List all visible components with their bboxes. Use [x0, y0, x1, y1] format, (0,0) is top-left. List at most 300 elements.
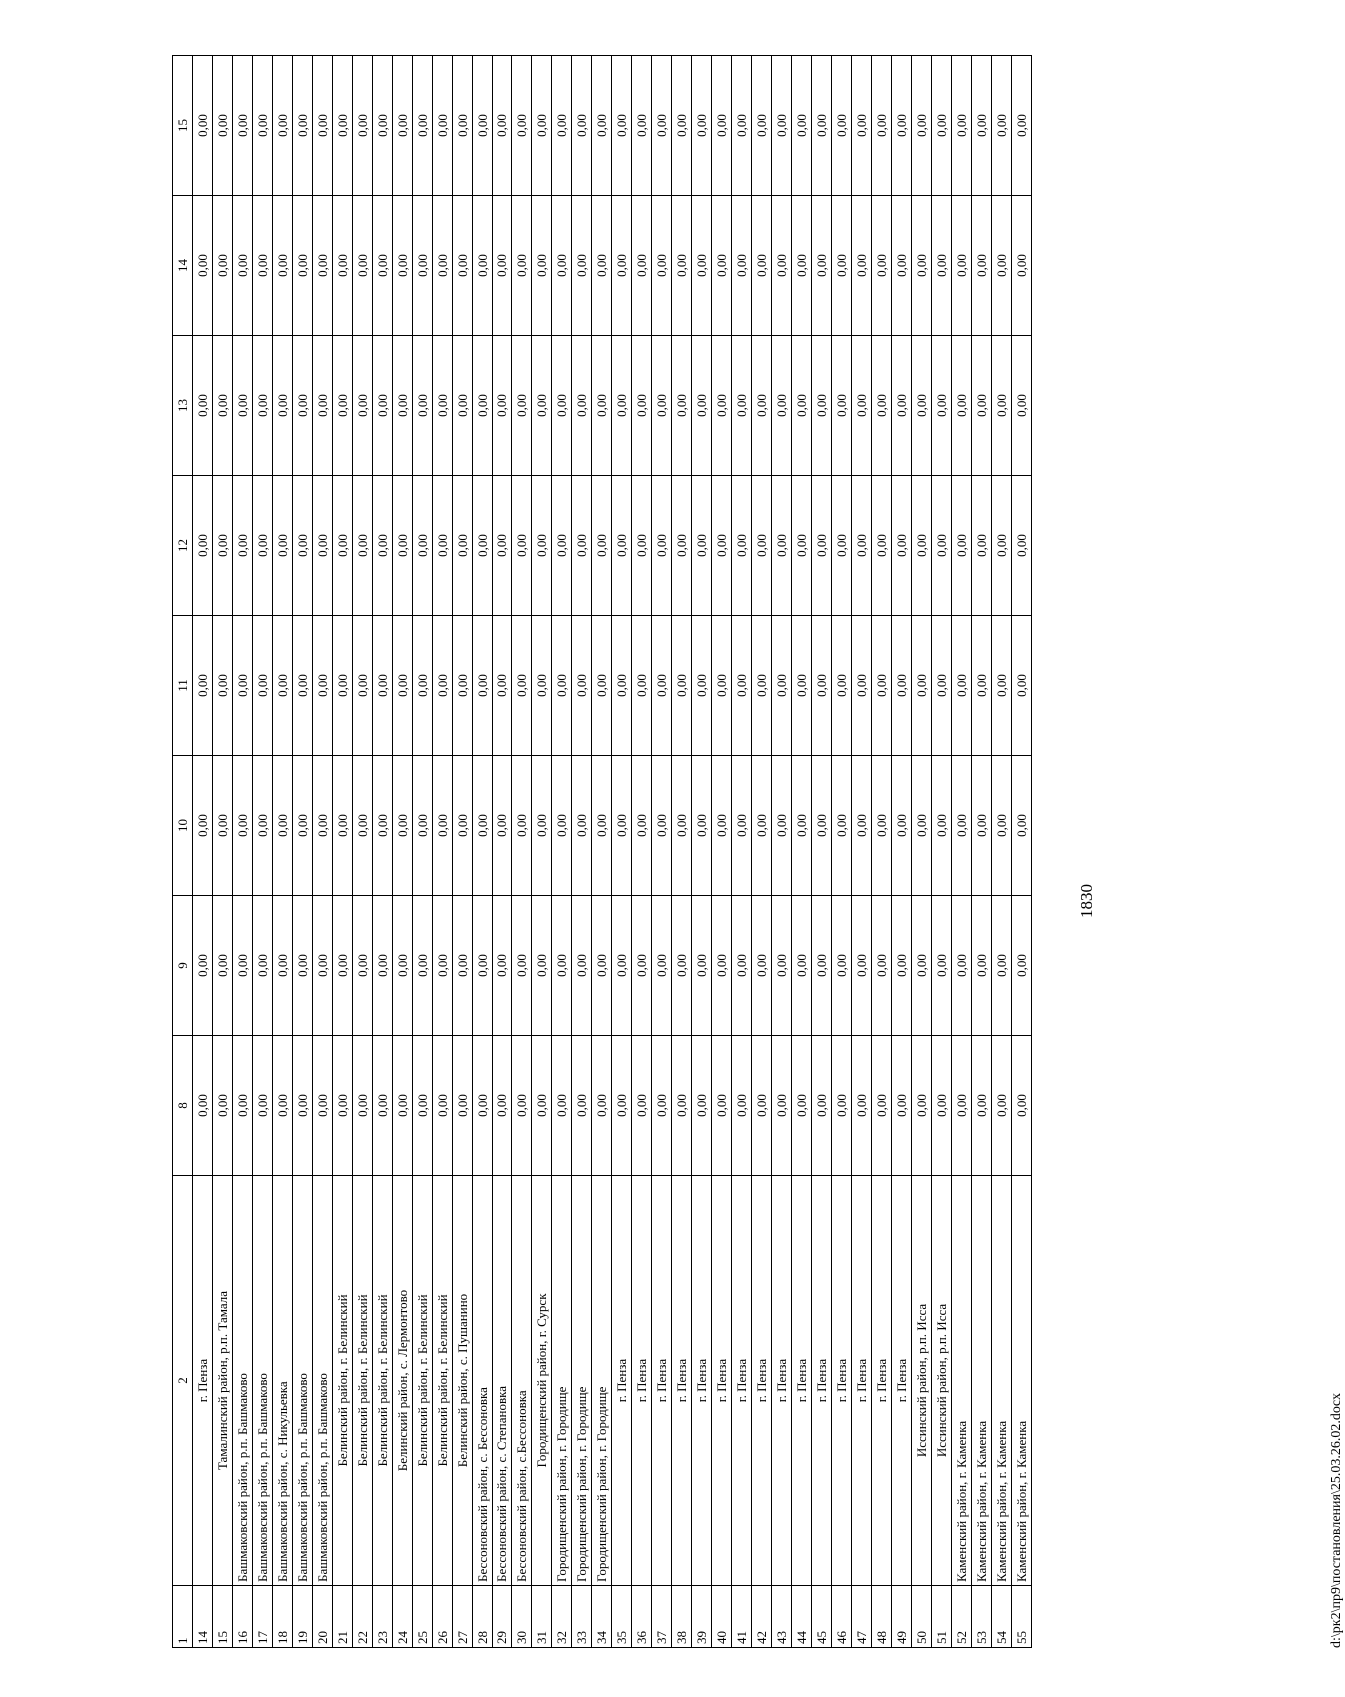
table-row [452, 56, 472, 1648]
value-cell: 0,00 [512, 756, 532, 896]
table-row [472, 56, 492, 1648]
row-location: г. Пенза [772, 1176, 792, 1586]
value-cell: 0,00 [971, 196, 991, 336]
row-location: Бессоновский район, с. Степановка [492, 1176, 512, 1586]
value-cell: 0,00 [991, 196, 1011, 336]
value-cell: 0,00 [752, 896, 772, 1036]
value-cell: 0,00 [432, 1036, 452, 1176]
value-cell: 0,00 [412, 196, 432, 336]
value-cell: 0,00 [812, 336, 832, 476]
value-cell: 0,00 [851, 196, 871, 336]
table-row [432, 56, 452, 1648]
value-cell: 0,00 [272, 896, 292, 1036]
value-cell: 0,00 [971, 756, 991, 896]
value-cell: 0,00 [352, 616, 372, 756]
value-cell: 0,00 [232, 336, 252, 476]
table-row [232, 56, 252, 1648]
value-cell: 0,00 [871, 56, 891, 196]
value-cell: 0,00 [432, 476, 452, 616]
value-cell: 0,00 [732, 756, 752, 896]
value-cell: 0,00 [871, 1036, 891, 1176]
value-cell: 0,00 [652, 56, 672, 196]
value-cell: 0,00 [452, 1036, 472, 1176]
row-number: 19 [292, 1586, 312, 1648]
value-cell: 0,00 [592, 56, 612, 196]
value-cell: 0,00 [232, 1036, 252, 1176]
value-cell: 0,00 [312, 56, 332, 196]
value-cell: 0,00 [432, 336, 452, 476]
table-row [732, 56, 752, 1648]
value-cell: 0,00 [891, 56, 911, 196]
value-cell: 0,00 [312, 756, 332, 896]
value-cell: 0,00 [632, 476, 652, 616]
value-cell: 0,00 [592, 896, 612, 1036]
row-number: 55 [1011, 1586, 1031, 1648]
column-header: 10 [173, 756, 193, 896]
value-cell: 0,00 [372, 476, 392, 616]
value-cell: 0,00 [532, 616, 552, 756]
value-cell: 0,00 [252, 196, 272, 336]
value-cell: 0,00 [392, 1036, 412, 1176]
row-number: 53 [971, 1586, 991, 1648]
value-cell: 0,00 [1011, 1036, 1031, 1176]
table-row [512, 56, 532, 1648]
value-cell: 0,00 [252, 336, 272, 476]
value-cell: 0,00 [412, 616, 432, 756]
row-location: г. Пенза [831, 1176, 851, 1586]
value-cell: 0,00 [192, 196, 212, 336]
value-cell: 0,00 [672, 756, 692, 896]
value-cell: 0,00 [652, 196, 672, 336]
value-cell: 0,00 [352, 476, 372, 616]
value-cell: 0,00 [232, 896, 252, 1036]
row-location: г. Пенза [692, 1176, 712, 1586]
value-cell: 0,00 [472, 1036, 492, 1176]
value-cell: 0,00 [452, 196, 472, 336]
table-row [312, 56, 332, 1648]
value-cell: 0,00 [332, 336, 352, 476]
value-cell: 0,00 [752, 476, 772, 616]
value-cell: 0,00 [752, 196, 772, 336]
row-location: Белинский район, г. Белинский [332, 1176, 352, 1586]
row-number: 48 [871, 1586, 891, 1648]
value-cell: 0,00 [212, 616, 232, 756]
value-cell: 0,00 [812, 616, 832, 756]
value-cell: 0,00 [272, 336, 292, 476]
value-cell: 0,00 [891, 756, 911, 896]
value-cell: 0,00 [692, 616, 712, 756]
value-cell: 0,00 [951, 896, 971, 1036]
value-cell: 0,00 [612, 1036, 632, 1176]
value-cell: 0,00 [252, 896, 272, 1036]
row-location: Тамалинский район, р.п. Тамала [212, 1176, 232, 1586]
row-number: 46 [831, 1586, 851, 1648]
value-cell: 0,00 [372, 756, 392, 896]
table-body [173, 56, 1032, 1648]
table-row [332, 56, 352, 1648]
value-cell: 0,00 [412, 476, 432, 616]
value-cell: 0,00 [991, 896, 1011, 1036]
value-cell: 0,00 [831, 336, 851, 476]
value-cell: 0,00 [552, 756, 572, 896]
value-cell: 0,00 [272, 476, 292, 616]
value-cell: 0,00 [831, 756, 851, 896]
value-cell: 0,00 [312, 336, 332, 476]
value-cell: 0,00 [592, 196, 612, 336]
value-cell: 0,00 [212, 56, 232, 196]
row-number: 20 [312, 1586, 332, 1648]
value-cell: 0,00 [292, 756, 312, 896]
value-cell: 0,00 [971, 56, 991, 196]
row-number: 39 [692, 1586, 712, 1648]
value-cell: 0,00 [732, 1036, 752, 1176]
value-cell: 0,00 [732, 196, 752, 336]
table-row [991, 56, 1011, 1648]
value-cell: 0,00 [532, 896, 552, 1036]
row-number: 25 [412, 1586, 432, 1648]
value-cell: 0,00 [1011, 896, 1031, 1036]
value-cell: 0,00 [831, 1036, 851, 1176]
page-number: 1830 [1077, 884, 1096, 918]
value-cell: 0,00 [931, 476, 951, 616]
value-cell: 0,00 [732, 56, 752, 196]
value-cell: 0,00 [951, 756, 971, 896]
value-cell: 0,00 [612, 756, 632, 896]
value-cell: 0,00 [692, 56, 712, 196]
value-cell: 0,00 [692, 476, 712, 616]
table-row [871, 56, 891, 1648]
value-cell: 0,00 [911, 196, 931, 336]
value-cell: 0,00 [871, 896, 891, 1036]
value-cell: 0,00 [372, 616, 392, 756]
value-cell: 0,00 [792, 336, 812, 476]
value-cell: 0,00 [332, 1036, 352, 1176]
footer-file-path: d:\рк2\пр9\постановления\25.03.26.02.docx [1329, 1392, 1344, 1648]
table-row [572, 56, 592, 1648]
value-cell: 0,00 [812, 1036, 832, 1176]
value-cell: 0,00 [412, 896, 432, 1036]
value-cell: 0,00 [292, 196, 312, 336]
row-location: Каменский район, г. Каменка [1011, 1176, 1031, 1586]
row-number: 42 [752, 1586, 772, 1648]
row-number: 14 [192, 1586, 212, 1648]
value-cell: 0,00 [212, 336, 232, 476]
value-cell: 0,00 [931, 56, 951, 196]
value-cell: 0,00 [192, 756, 212, 896]
row-location: Белинский район, г. Белинский [412, 1176, 432, 1586]
value-cell: 0,00 [292, 336, 312, 476]
table-row [772, 56, 792, 1648]
value-cell: 0,00 [572, 1036, 592, 1176]
value-cell: 0,00 [951, 56, 971, 196]
value-cell: 0,00 [552, 196, 572, 336]
value-cell: 0,00 [752, 336, 772, 476]
value-cell: 0,00 [931, 756, 951, 896]
row-number: 35 [612, 1586, 632, 1648]
value-cell: 0,00 [352, 1036, 372, 1176]
value-cell: 0,00 [891, 1036, 911, 1176]
value-cell: 0,00 [792, 1036, 812, 1176]
row-location: г. Пенза [652, 1176, 672, 1586]
row-number: 23 [372, 1586, 392, 1648]
value-cell: 0,00 [532, 56, 552, 196]
value-cell: 0,00 [472, 616, 492, 756]
value-cell: 0,00 [192, 616, 212, 756]
value-cell: 0,00 [812, 196, 832, 336]
column-header: 11 [173, 616, 193, 756]
value-cell: 0,00 [991, 476, 1011, 616]
value-cell: 0,00 [372, 336, 392, 476]
value-cell: 0,00 [392, 896, 412, 1036]
value-cell: 0,00 [871, 756, 891, 896]
value-cell: 0,00 [792, 616, 812, 756]
value-cell: 0,00 [891, 336, 911, 476]
row-location: г. Пенза [851, 1176, 871, 1586]
table-row [931, 56, 951, 1648]
row-number: 43 [772, 1586, 792, 1648]
value-cell: 0,00 [492, 476, 512, 616]
row-number: 40 [712, 1586, 732, 1648]
value-cell: 0,00 [792, 756, 812, 896]
table-row [812, 56, 832, 1648]
value-cell: 0,00 [292, 56, 312, 196]
value-cell: 0,00 [931, 896, 951, 1036]
value-cell: 0,00 [212, 196, 232, 336]
row-number: 24 [392, 1586, 412, 1648]
value-cell: 0,00 [192, 336, 212, 476]
value-cell: 0,00 [472, 476, 492, 616]
value-cell: 0,00 [692, 756, 712, 896]
value-cell: 0,00 [592, 756, 612, 896]
value-cell: 0,00 [612, 896, 632, 1036]
value-cell: 0,00 [931, 196, 951, 336]
value-cell: 0,00 [951, 196, 971, 336]
value-cell: 0,00 [971, 616, 991, 756]
value-cell: 0,00 [472, 196, 492, 336]
row-number: 41 [732, 1586, 752, 1648]
row-location: Иссинский район, р.п. Исса [931, 1176, 951, 1586]
row-location: Белинский район, г. Белинский [352, 1176, 372, 1586]
value-cell: 0,00 [612, 616, 632, 756]
row-number: 51 [931, 1586, 951, 1648]
table-row [592, 56, 612, 1648]
value-cell: 0,00 [572, 896, 592, 1036]
value-cell: 0,00 [851, 56, 871, 196]
value-cell: 0,00 [632, 616, 652, 756]
value-cell: 0,00 [212, 1036, 232, 1176]
value-cell: 0,00 [831, 896, 851, 1036]
value-cell: 0,00 [392, 616, 412, 756]
value-cell: 0,00 [672, 476, 692, 616]
row-number: 52 [951, 1586, 971, 1648]
value-cell: 0,00 [632, 336, 652, 476]
value-cell: 0,00 [971, 1036, 991, 1176]
value-cell: 0,00 [232, 616, 252, 756]
value-cell: 0,00 [831, 196, 851, 336]
value-cell: 0,00 [632, 1036, 652, 1176]
row-number: 30 [512, 1586, 532, 1648]
table-row [492, 56, 512, 1648]
value-cell: 0,00 [772, 196, 792, 336]
value-cell: 0,00 [951, 1036, 971, 1176]
row-location: Белинский район, с. Лермонтово [392, 1176, 412, 1586]
table-row [911, 56, 931, 1648]
value-cell: 0,00 [752, 616, 772, 756]
value-cell: 0,00 [891, 196, 911, 336]
value-cell: 0,00 [871, 476, 891, 616]
value-cell: 0,00 [252, 56, 272, 196]
value-cell: 0,00 [532, 756, 552, 896]
value-cell: 0,00 [652, 336, 672, 476]
value-cell: 0,00 [672, 896, 692, 1036]
value-cell: 0,00 [1011, 756, 1031, 896]
value-cell: 0,00 [612, 56, 632, 196]
value-cell: 0,00 [572, 616, 592, 756]
row-location: Иссинский район, р.п. Исса [911, 1176, 931, 1586]
value-cell: 0,00 [732, 476, 752, 616]
value-cell: 0,00 [772, 896, 792, 1036]
value-cell: 0,00 [452, 336, 472, 476]
row-number: 17 [252, 1586, 272, 1648]
value-cell: 0,00 [212, 756, 232, 896]
value-cell: 0,00 [332, 476, 352, 616]
row-number: 26 [432, 1586, 452, 1648]
value-cell: 0,00 [472, 896, 492, 1036]
value-cell: 0,00 [412, 756, 432, 896]
value-cell: 0,00 [532, 336, 552, 476]
column-header: 1 [173, 1586, 193, 1648]
table-row [412, 56, 432, 1648]
value-cell: 0,00 [512, 896, 532, 1036]
column-header: 14 [173, 196, 193, 336]
row-location: Башмаковский район, р.п. Башмаково [312, 1176, 332, 1586]
value-cell: 0,00 [652, 1036, 672, 1176]
value-cell: 0,00 [512, 196, 532, 336]
value-cell: 0,00 [512, 1036, 532, 1176]
value-cell: 0,00 [532, 476, 552, 616]
table-row [272, 56, 292, 1648]
value-cell: 0,00 [572, 56, 592, 196]
value-cell: 0,00 [732, 336, 752, 476]
value-cell: 0,00 [772, 56, 792, 196]
table-row [752, 56, 772, 1648]
row-location: Городищенский район, г. Городище [592, 1176, 612, 1586]
row-number: 37 [652, 1586, 672, 1648]
value-cell: 0,00 [772, 616, 792, 756]
value-cell: 0,00 [392, 756, 412, 896]
table-row [712, 56, 732, 1648]
value-cell: 0,00 [672, 56, 692, 196]
value-cell: 0,00 [452, 896, 472, 1036]
table-row [532, 56, 552, 1648]
value-cell: 0,00 [632, 196, 652, 336]
value-cell: 0,00 [851, 616, 871, 756]
value-cell: 0,00 [352, 196, 372, 336]
value-cell: 0,00 [372, 196, 392, 336]
value-cell: 0,00 [792, 56, 812, 196]
row-location: Каменский район, г. Каменка [971, 1176, 991, 1586]
value-cell: 0,00 [672, 336, 692, 476]
row-location: Башмаковский район, с. Никульевка [272, 1176, 292, 1586]
row-location: г. Пенза [712, 1176, 732, 1586]
value-cell: 0,00 [452, 56, 472, 196]
value-cell: 0,00 [352, 336, 372, 476]
value-cell: 0,00 [1011, 196, 1031, 336]
row-location: г. Пенза [812, 1176, 832, 1586]
value-cell: 0,00 [272, 1036, 292, 1176]
value-cell: 0,00 [512, 56, 532, 196]
value-cell: 0,00 [592, 476, 612, 616]
value-cell: 0,00 [891, 616, 911, 756]
value-cell: 0,00 [672, 1036, 692, 1176]
value-cell: 0,00 [512, 336, 532, 476]
value-cell: 0,00 [312, 896, 332, 1036]
value-cell: 0,00 [991, 756, 1011, 896]
header-row [173, 56, 193, 1648]
value-cell: 0,00 [272, 756, 292, 896]
value-cell: 0,00 [332, 756, 352, 896]
value-cell: 0,00 [632, 56, 652, 196]
value-cell: 0,00 [492, 1036, 512, 1176]
value-cell: 0,00 [632, 896, 652, 1036]
value-cell: 0,00 [812, 56, 832, 196]
column-header: 9 [173, 896, 193, 1036]
table-row [1011, 56, 1031, 1648]
value-cell: 0,00 [1011, 476, 1031, 616]
value-cell: 0,00 [792, 196, 812, 336]
value-cell: 0,00 [712, 1036, 732, 1176]
row-number: 38 [672, 1586, 692, 1648]
row-location: г. Пенза [792, 1176, 812, 1586]
table-row [192, 56, 212, 1648]
value-cell: 0,00 [612, 476, 632, 616]
value-cell: 0,00 [492, 616, 512, 756]
value-cell: 0,00 [991, 336, 1011, 476]
value-cell: 0,00 [592, 336, 612, 476]
value-cell: 0,00 [752, 1036, 772, 1176]
value-cell: 0,00 [532, 196, 552, 336]
row-location: г. Пенза [612, 1176, 632, 1586]
value-cell: 0,00 [951, 476, 971, 616]
row-number: 45 [812, 1586, 832, 1648]
value-cell: 0,00 [392, 56, 412, 196]
value-cell: 0,00 [971, 476, 991, 616]
value-cell: 0,00 [192, 476, 212, 616]
value-cell: 0,00 [292, 616, 312, 756]
value-cell: 0,00 [372, 56, 392, 196]
value-cell: 0,00 [492, 896, 512, 1036]
value-cell: 0,00 [991, 56, 1011, 196]
value-cell: 0,00 [412, 1036, 432, 1176]
value-cell: 0,00 [312, 196, 332, 336]
value-cell: 0,00 [252, 616, 272, 756]
value-cell: 0,00 [552, 56, 572, 196]
row-location: Каменский район, г. Каменка [951, 1176, 971, 1586]
table-row [612, 56, 632, 1648]
row-number: 32 [552, 1586, 572, 1648]
column-header: 13 [173, 336, 193, 476]
value-cell: 0,00 [911, 56, 931, 196]
row-location: Городищенский район, г. Городище [572, 1176, 592, 1586]
value-cell: 0,00 [772, 1036, 792, 1176]
value-cell: 0,00 [552, 476, 572, 616]
value-cell: 0,00 [931, 1036, 951, 1176]
row-location: Бессоновский район, с.Бессоновка [512, 1176, 532, 1586]
value-cell: 0,00 [512, 476, 532, 616]
table-row [851, 56, 871, 1648]
value-cell: 0,00 [871, 616, 891, 756]
value-cell: 0,00 [572, 476, 592, 616]
